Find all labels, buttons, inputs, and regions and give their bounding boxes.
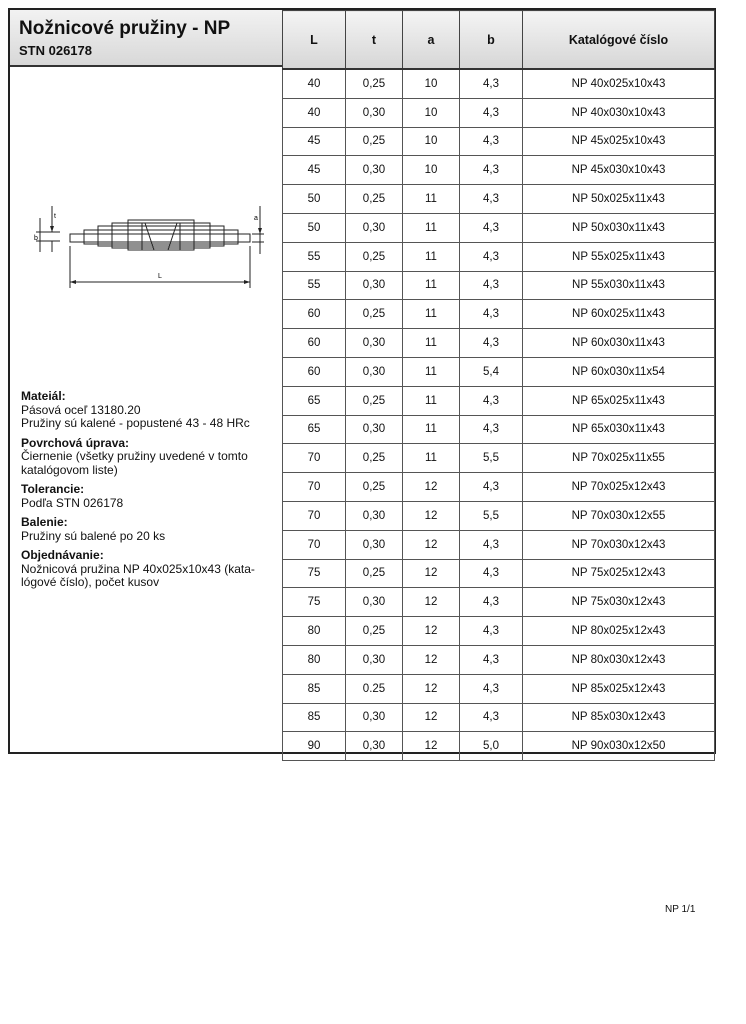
column-header: L bbox=[283, 11, 346, 70]
table-cell: 40 bbox=[283, 69, 346, 98]
table-cell: 80 bbox=[283, 645, 346, 674]
table-cell: 10 bbox=[403, 156, 460, 185]
table-cell: NP 70x025x11x55 bbox=[523, 444, 715, 473]
packing-heading: Balenie: bbox=[21, 515, 68, 529]
table-cell: 4,3 bbox=[460, 473, 523, 502]
table-cell: 4,3 bbox=[460, 300, 523, 329]
table-cell: 55 bbox=[283, 271, 346, 300]
table-cell: 60 bbox=[283, 329, 346, 358]
table-cell: NP 40x025x10x43 bbox=[523, 69, 715, 98]
table-row bbox=[283, 415, 715, 444]
table-cell: 11 bbox=[403, 213, 460, 242]
table-cell: NP 70x030x12x43 bbox=[523, 530, 715, 559]
table-row bbox=[283, 242, 715, 271]
table-row bbox=[283, 732, 715, 761]
table-cell: 11 bbox=[403, 386, 460, 415]
table-row bbox=[283, 127, 715, 156]
table-cell: 0,30 bbox=[346, 501, 403, 530]
table-cell: 11 bbox=[403, 357, 460, 386]
table-cell: 70 bbox=[283, 501, 346, 530]
table-cell: 0,25 bbox=[346, 127, 403, 156]
table-cell: 4,3 bbox=[460, 645, 523, 674]
left-panel bbox=[10, 10, 283, 752]
table-cell: 12 bbox=[403, 473, 460, 502]
table-cell: 11 bbox=[403, 185, 460, 214]
table-cell: NP 50x030x11x43 bbox=[523, 213, 715, 242]
table-cell: NP 60x030x11x43 bbox=[523, 329, 715, 358]
table-cell: NP 85x025x12x43 bbox=[523, 674, 715, 703]
table-cell: 11 bbox=[403, 329, 460, 358]
table-cell: 4,3 bbox=[460, 386, 523, 415]
page-title: Nožnicové pružiny - NP bbox=[19, 18, 231, 39]
table-row bbox=[283, 156, 715, 185]
table-cell: NP 60x025x11x43 bbox=[523, 300, 715, 329]
table-cell: 0,30 bbox=[346, 732, 403, 761]
table-cell: 85 bbox=[283, 674, 346, 703]
table-cell: NP 85x030x12x43 bbox=[523, 703, 715, 732]
table-cell: 0,25 bbox=[346, 617, 403, 646]
table-row bbox=[283, 444, 715, 473]
table-row bbox=[283, 98, 715, 127]
table-cell: 12 bbox=[403, 588, 460, 617]
table-cell: 4,3 bbox=[460, 98, 523, 127]
tolerance-text: Podľa STN 026178 bbox=[21, 495, 124, 510]
table-cell: 0,30 bbox=[346, 415, 403, 444]
table-cell: 55 bbox=[283, 242, 346, 271]
table-cell: 10 bbox=[403, 127, 460, 156]
table-cell: 65 bbox=[283, 415, 346, 444]
table-cell: 4,3 bbox=[460, 617, 523, 646]
dim-l-label: L bbox=[158, 273, 162, 280]
dim-t-label: t bbox=[54, 213, 56, 220]
table-cell: 0,30 bbox=[346, 98, 403, 127]
table-row bbox=[283, 501, 715, 530]
table-cell: 4,3 bbox=[460, 242, 523, 271]
spring-table bbox=[282, 10, 715, 761]
table-cell: 4,3 bbox=[460, 415, 523, 444]
table-cell: 12 bbox=[403, 645, 460, 674]
table-cell: NP 60x030x11x54 bbox=[523, 357, 715, 386]
table-cell: 0,25 bbox=[346, 386, 403, 415]
table-body bbox=[283, 69, 715, 761]
table-cell: 0,30 bbox=[346, 156, 403, 185]
table-row bbox=[283, 645, 715, 674]
table-row bbox=[283, 329, 715, 358]
table-cell: 4,3 bbox=[460, 329, 523, 358]
table-cell: 70 bbox=[283, 530, 346, 559]
surface-heading: Povrchová úprava: bbox=[21, 435, 130, 450]
table-cell: NP 55x030x11x43 bbox=[523, 271, 715, 300]
table-cell: 4,3 bbox=[460, 127, 523, 156]
table-cell: 10 bbox=[403, 69, 460, 98]
table-cell: 0.25 bbox=[346, 674, 403, 703]
tolerance-heading: Tolerancie: bbox=[21, 482, 85, 496]
table-cell: 11 bbox=[403, 271, 460, 300]
table-cell: 12 bbox=[403, 732, 460, 761]
table-row bbox=[283, 703, 715, 732]
table-header-row bbox=[283, 11, 715, 70]
table-cell: 12 bbox=[403, 501, 460, 530]
table-cell: 5,5 bbox=[460, 444, 523, 473]
table-cell: 0,30 bbox=[346, 645, 403, 674]
table-row bbox=[283, 213, 715, 242]
table-cell: 80 bbox=[283, 617, 346, 646]
title-box bbox=[10, 10, 282, 67]
table-row bbox=[283, 559, 715, 588]
table-cell: 11 bbox=[403, 415, 460, 444]
table-row bbox=[283, 271, 715, 300]
column-header: b bbox=[460, 11, 523, 70]
spring-drawing bbox=[30, 192, 266, 292]
table-cell: 11 bbox=[403, 242, 460, 271]
table-cell: 0,25 bbox=[346, 300, 403, 329]
table-cell: 0,25 bbox=[346, 242, 403, 271]
table-cell: 0,25 bbox=[346, 559, 403, 588]
column-header: Katalógové číslo bbox=[523, 11, 715, 70]
table-cell: 0,30 bbox=[346, 329, 403, 358]
table-cell: NP 75x030x12x43 bbox=[523, 588, 715, 617]
table-cell: NP 55x025x11x43 bbox=[523, 242, 715, 271]
table-row bbox=[283, 674, 715, 703]
table-cell: 65 bbox=[283, 386, 346, 415]
table-cell: 75 bbox=[283, 588, 346, 617]
table-cell: 0,25 bbox=[346, 69, 403, 98]
table-cell: 12 bbox=[403, 530, 460, 559]
table-cell: NP 65x025x11x43 bbox=[523, 386, 715, 415]
table-cell: NP 40x030x10x43 bbox=[523, 98, 715, 127]
table-cell: 60 bbox=[283, 300, 346, 329]
table-cell: 0,30 bbox=[346, 530, 403, 559]
table-cell: NP 65x030x11x43 bbox=[523, 415, 715, 444]
table-cell: 70 bbox=[283, 444, 346, 473]
table-row bbox=[283, 386, 715, 415]
order-text: Nožnicová pružina NP 40x025x10x43 (kata-lógové číslo), počet kusov bbox=[21, 561, 255, 589]
column-header: a bbox=[403, 11, 460, 70]
dim-a-label: a bbox=[254, 215, 258, 222]
table-cell: 12 bbox=[403, 617, 460, 646]
table-cell: 10 bbox=[403, 98, 460, 127]
standard-number: STN 026178 bbox=[19, 43, 92, 58]
table-cell: 0,25 bbox=[346, 444, 403, 473]
table-cell: NP 70x025x12x43 bbox=[523, 473, 715, 502]
table-cell: 50 bbox=[283, 213, 346, 242]
table-cell: 0,30 bbox=[346, 703, 403, 732]
table-cell: NP 50x025x11x43 bbox=[523, 185, 715, 214]
table-cell: 4,3 bbox=[460, 69, 523, 98]
table-cell: 0,30 bbox=[346, 271, 403, 300]
table-cell: 4,3 bbox=[460, 213, 523, 242]
table-cell: 50 bbox=[283, 185, 346, 214]
specifications bbox=[21, 390, 276, 590]
table-cell: 0,30 bbox=[346, 213, 403, 242]
table-row bbox=[283, 588, 715, 617]
table-cell: 0,30 bbox=[346, 357, 403, 386]
table-cell: 75 bbox=[283, 559, 346, 588]
table-cell: NP 90x030x12x50 bbox=[523, 732, 715, 761]
table-cell: 40 bbox=[283, 98, 346, 127]
table-cell: 5,5 bbox=[460, 501, 523, 530]
table-row bbox=[283, 617, 715, 646]
table-cell: 0,30 bbox=[346, 588, 403, 617]
table-cell: 85 bbox=[283, 703, 346, 732]
material-line-1: Pásová oceľ 13180.20 bbox=[21, 402, 141, 417]
table-cell: NP 45x030x10x43 bbox=[523, 156, 715, 185]
table-cell: 4,3 bbox=[460, 588, 523, 617]
catalog-sheet bbox=[8, 8, 716, 754]
table-cell: 4,3 bbox=[460, 530, 523, 559]
table-cell: 0,25 bbox=[346, 473, 403, 502]
page-number: NP 1/1 bbox=[665, 904, 696, 915]
table-cell: 5,4 bbox=[460, 357, 523, 386]
table-cell: NP 45x025x10x43 bbox=[523, 127, 715, 156]
table-cell: 11 bbox=[403, 300, 460, 329]
table-row bbox=[283, 185, 715, 214]
packing-text: Pružiny sú balené po 20 ks bbox=[21, 528, 166, 543]
table-cell: 45 bbox=[283, 127, 346, 156]
table-cell: 90 bbox=[283, 732, 346, 761]
table-cell: 45 bbox=[283, 156, 346, 185]
table-row bbox=[283, 473, 715, 502]
table-row bbox=[283, 69, 715, 98]
table-cell: 12 bbox=[403, 674, 460, 703]
table-cell: 4,3 bbox=[460, 559, 523, 588]
material-heading: Mateiál: bbox=[21, 389, 66, 403]
table-cell: 4,3 bbox=[460, 703, 523, 732]
table-row bbox=[283, 300, 715, 329]
material-line-2: Pružiny sú kalené - popustené 43 - 48 HRc bbox=[21, 416, 250, 430]
table-cell: 12 bbox=[403, 703, 460, 732]
table-cell: NP 80x030x12x43 bbox=[523, 645, 715, 674]
table-cell: 4,3 bbox=[460, 271, 523, 300]
surface-text: Čiernenie (všetky pružiny uvedené v tomto katalógovom liste) bbox=[21, 449, 248, 477]
column-header: t bbox=[346, 11, 403, 70]
table-cell: 4,3 bbox=[460, 185, 523, 214]
table-cell: 0,25 bbox=[346, 185, 403, 214]
table-cell: NP 75x025x12x43 bbox=[523, 559, 715, 588]
table-cell: 60 bbox=[283, 357, 346, 386]
table-cell: 4,3 bbox=[460, 156, 523, 185]
dim-b-label: b bbox=[34, 235, 38, 242]
table-cell: NP 70x030x12x55 bbox=[523, 501, 715, 530]
order-heading: Objednávanie: bbox=[21, 548, 104, 562]
table-cell: 12 bbox=[403, 559, 460, 588]
table-row bbox=[283, 357, 715, 386]
table-cell: 5,0 bbox=[460, 732, 523, 761]
table-cell: NP 80x025x12x43 bbox=[523, 617, 715, 646]
table-cell: 4,3 bbox=[460, 674, 523, 703]
table-cell: 11 bbox=[403, 444, 460, 473]
table-row bbox=[283, 530, 715, 559]
table-cell: 70 bbox=[283, 473, 346, 502]
